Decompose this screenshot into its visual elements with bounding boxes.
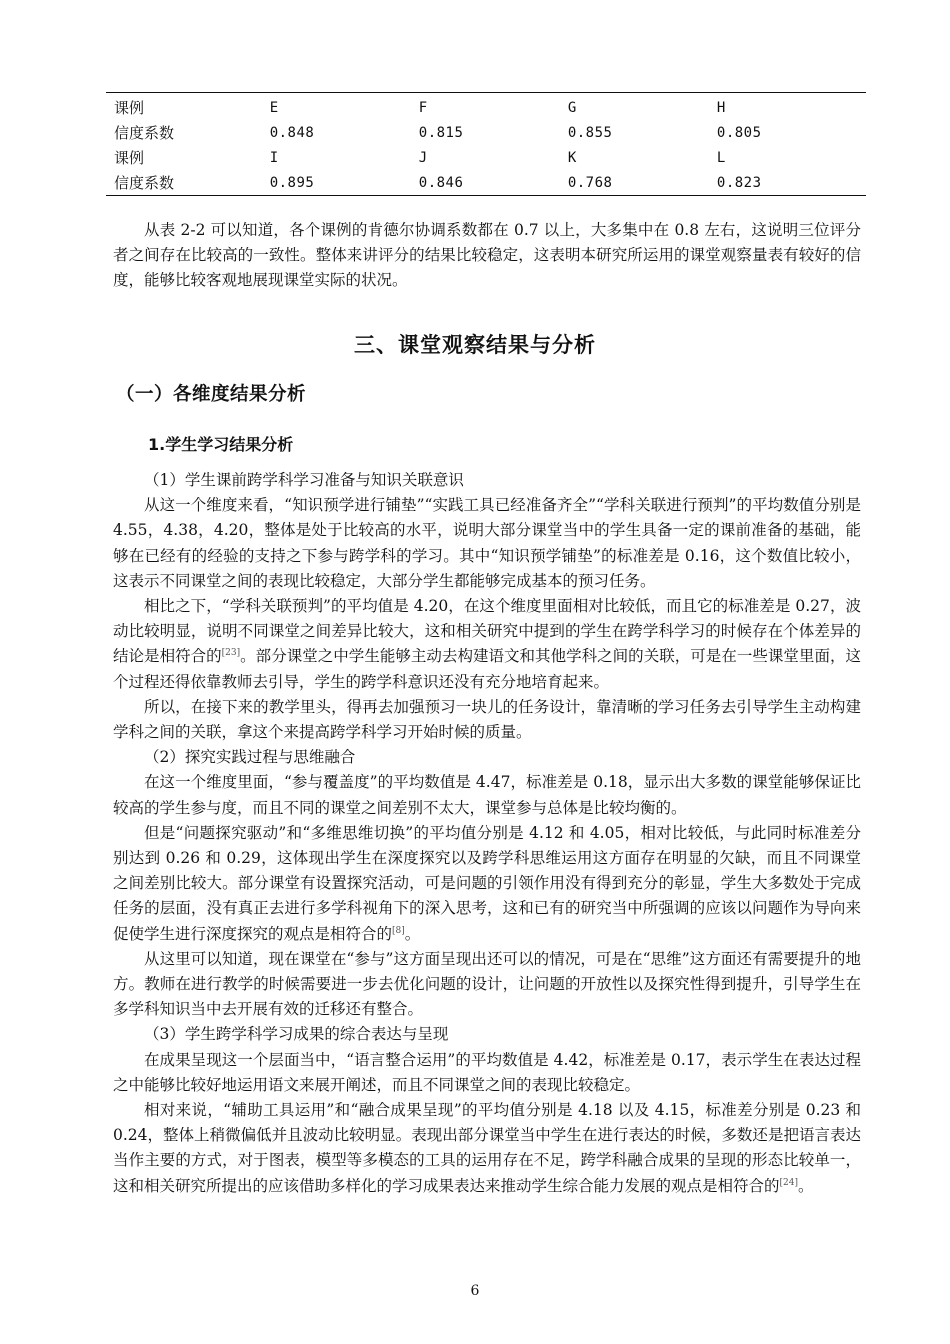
value-cell: 0.895 — [269, 174, 315, 191]
intro-paragraph-block — [113, 218, 861, 294]
row-label-cell: 课例 — [114, 149, 145, 167]
part2-paragraph-3: 从这里可以知道，现在课堂在“参与”这方面呈现出还可以的情况，可是在“思维”这方面还有需要提升的地方。教师在进行教学的时候需要进一步去优化问题的设计，让问题的开放性以及探究性得到提升，引导学生在多学科知识当中去开展有效的迁移还有整合。 — [113, 949, 861, 1019]
part2-heading: （2）探究实践过程与思维融合 — [144, 748, 356, 767]
part2-paragraph-2: 但是“问题探究驱动”和“多维思维切换”的平均值分别是 4.12 和 4.05，相对比较低，与此同时标准差分别达到 0.26 和 0.29，这体现出学生在深度探究以及跨学科思维运用这方面存在明显的欠缺，而且不同课堂之间差别比较大。部分课堂有设置探究活动，可是问题的引领作用没有得到充分的彰显，学生大多数处于完成任务的层面，没有真正去进行多学科视角下的深入思考，这和已有的研究当中所强调的应该以问题作为导向来促使学生进行深度探究的观点是相符合的[8]。 — [113, 823, 861, 943]
value-cell: 0.846 — [418, 174, 464, 191]
value-cell: E — [269, 99, 279, 116]
part1-paragraph-1: 从这一个维度来看，“知识预学进行铺垫”“实践工具已经准备齐全”“学科关联进行预判”的平均数值分别是 4.55，4.38，4.20，整体是处于比较高的水平，说明大部分课堂当中的学生具备一定的课前准备的基础，能够在已经有的经验的支持之下参与跨学科的学习。其中“知识预学铺垫”的标准差是 0.16，这个数值比较小，这表示不同课堂之间的表现比较稳定，大部分学生都能够完成基本的预习任务。 — [113, 496, 861, 590]
value-cell: K — [567, 149, 577, 166]
value-cell: L — [716, 149, 726, 166]
row-label-cell: 信度系数 — [114, 124, 175, 142]
value-cell: H — [716, 99, 726, 116]
value-cell: 0.815 — [418, 124, 464, 141]
part1-heading: （1）学生课前跨学科学习准备与知识关联意识 — [144, 471, 464, 489]
intro-paragraph: 从表 2-2 可以知道，各个课例的肯德尔协调系数都在 0.7 以上，大多集中在 0.8 左右，这说明三位评分者之间存在比较高的一致性。整体来讲评分的结果比较稳定，这表明本研究所运用的课堂观察量表有较好的信度，能够比较客观地展现课堂实际的状况。 — [113, 221, 861, 290]
reliability-table — [106, 92, 866, 196]
row-label-cell: 信度系数 — [114, 174, 175, 192]
part2-paragraph-1: 在这一个维度里面，“参与覆盖度”的平均数值是 4.47，标准差是 0.18，显示出大多数的课堂能够保证比较高的学生参与度，而且不同的课堂之间差别不太大，课堂参与总体是比较均衡的。 — [113, 773, 861, 817]
value-cell: I — [269, 149, 279, 166]
table-row — [106, 145, 866, 170]
citation-ref: [24] — [779, 1177, 798, 1188]
part3-paragraph-1: 在成果呈现这一个层面当中，“语言整合运用”的平均数值是 4.42，标准差是 0.17，表示学生在表达过程之中能够比较好地运用语文来展开阐述，而且不同课堂之间的表现比较稳定。 — [113, 1050, 861, 1094]
value-cell: J — [418, 149, 428, 166]
row-label-cell: 课例 — [114, 99, 145, 117]
table-row — [106, 120, 866, 145]
part3-heading: （3）学生跨学科学习成果的综合表达与呈现 — [144, 1025, 449, 1044]
citation-ref: [8] — [392, 925, 405, 936]
value-cell: 0.768 — [567, 174, 613, 191]
page-number: 6 — [470, 1283, 480, 1299]
subsubsection-title: 1.学生学习结果分析 — [148, 435, 294, 454]
table-row — [106, 93, 866, 121]
subsection-title: （一）各维度结果分析 — [116, 384, 307, 405]
value-cell: 0.805 — [716, 124, 762, 141]
table-row — [106, 170, 866, 196]
section-title: 三、课堂观察结果与分析 — [354, 333, 596, 357]
part3-paragraph-2: 相对来说，“辅助工具运用”和“融合成果呈现”的平均值分别是 4.18 以及 4.15，标准差分别是 0.23 和 0.24，整体上稍微偏低并且波动比较明显。表现出部分课堂当中学生在进行表达的时候，多数还是把语言表达当作主要的方式，对于图表，模型等多模态的工具的运用存在不足，跨学科融合成果的呈现的形态比较单一，这和相关研究所提出的应该借助多样化的学习成果表达来推动学生综合能力发展的观点是相符合的[24]。 — [113, 1101, 861, 1195]
value-cell: 0.848 — [269, 124, 315, 141]
value-cell: F — [418, 99, 428, 116]
value-cell: 0.823 — [716, 174, 762, 191]
body-text — [113, 468, 861, 1199]
citation-ref: [23] — [221, 648, 241, 659]
value-cell: 0.855 — [567, 124, 613, 141]
part1-paragraph-3: 所以，在接下来的教学里头，得再去加强预习一块儿的任务设计，靠清晰的学习任务去引导学生主动构建学科之间的关联，拿这个来提高跨学科学习开始时候的质量。 — [113, 697, 861, 742]
value-cell: G — [567, 99, 577, 116]
part1-paragraph-2: 相比之下，“学科关联预判”的平均值是 4.20，在这个维度里面相对比较低，而且它的标准差是 0.27，波动比较明显，说明不同课堂之间差异比较大，这和相关研究中提到的学生在跨学科学习的时候存在个体差异的结论是相符合的[23]。部分课堂之中学生能够主动去构建语文和其他学科之间的关联，可是在一些课堂里面，这个过程还得依靠教师去引导，学生的跨学科意识还没有充分地培育起来。 — [113, 597, 861, 691]
